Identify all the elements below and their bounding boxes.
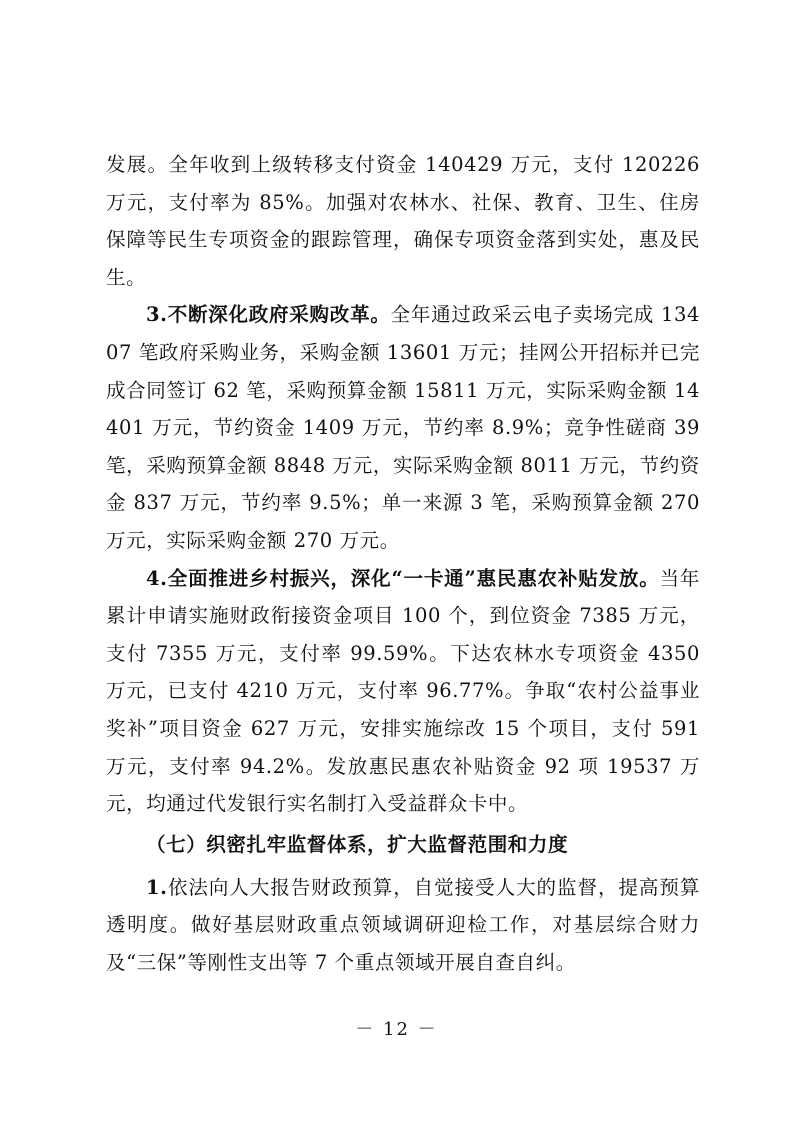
paragraph-procurement-reform bbox=[106, 296, 700, 559]
paragraph-budget-supervision bbox=[106, 869, 700, 982]
paragraph-lead-heading: 3.不断深化政府采购改革。 bbox=[146, 303, 391, 327]
paragraph-transfer-payments bbox=[106, 146, 700, 296]
paragraph-text: 全年通过政采云电子卖场完成 13407 笔政府采购业务，采购金额 13601 万元；挂网公开招标并已完成合同签订 62 笔，采购预算金额 15811 万元，实际采购金额 14401 万元，节约资金 1409 万元，节约率 8.9%；竞争性磋商 39 笔，采购预算金额 8848 万元，实际采购金额 8011 万元，节约资金 837 万元，节约率 9.5%；单一来源 3 笔，采购预算金额 270 万元，实际采购金额 270 万元。 bbox=[106, 303, 700, 552]
paragraph-text: 发展。全年收到上级转移支付资金 140429 万元，支付 120226 万元，支付率为 85%。加强对农林水、社保、教育、卫生、住房保障等民生专项资金的跟踪管理，确保专项资金落到实处，惠及民生。 bbox=[106, 153, 700, 289]
page-number: － 12 － bbox=[355, 1019, 438, 1040]
paragraph-lead-number: 1. bbox=[146, 875, 168, 899]
paragraph-text: 当年累计申请实施财政衔接资金项目 100 个，到位资金 7385 万元，支付 7355 万元，支付率 99.59%。下达农林水专项资金 4350 万元，已支付 4210 万元，支付率 96.77%。争取“农村公益事业奖补”项目资金 627 万元，安排实施综改 15 个项目，支付 591 万元，支付率 94.2%。发放惠民惠农补贴资金 92 项 19537 万元，均通过代发银行实名制打入受益群众卡中。 bbox=[106, 566, 700, 816]
section-heading: （七）织密扎牢监督体系，扩大监督范围和力度 bbox=[146, 832, 569, 856]
paragraph-rural-revitalization bbox=[106, 560, 700, 823]
paragraph-lead-heading: 4.全面推进乡村振兴，深化“一卡通”惠民惠农补贴发放。 bbox=[146, 566, 660, 590]
document-body bbox=[106, 146, 700, 981]
paragraph-text: 依法向人大报告财政预算，自觉接受人大的监督，提高预算透明度。做好基层财政重点领域调研迎检工作，对基层综合财力及“三保”等刚性支出等 7 个重点领域开展自查自纠。 bbox=[106, 875, 700, 974]
